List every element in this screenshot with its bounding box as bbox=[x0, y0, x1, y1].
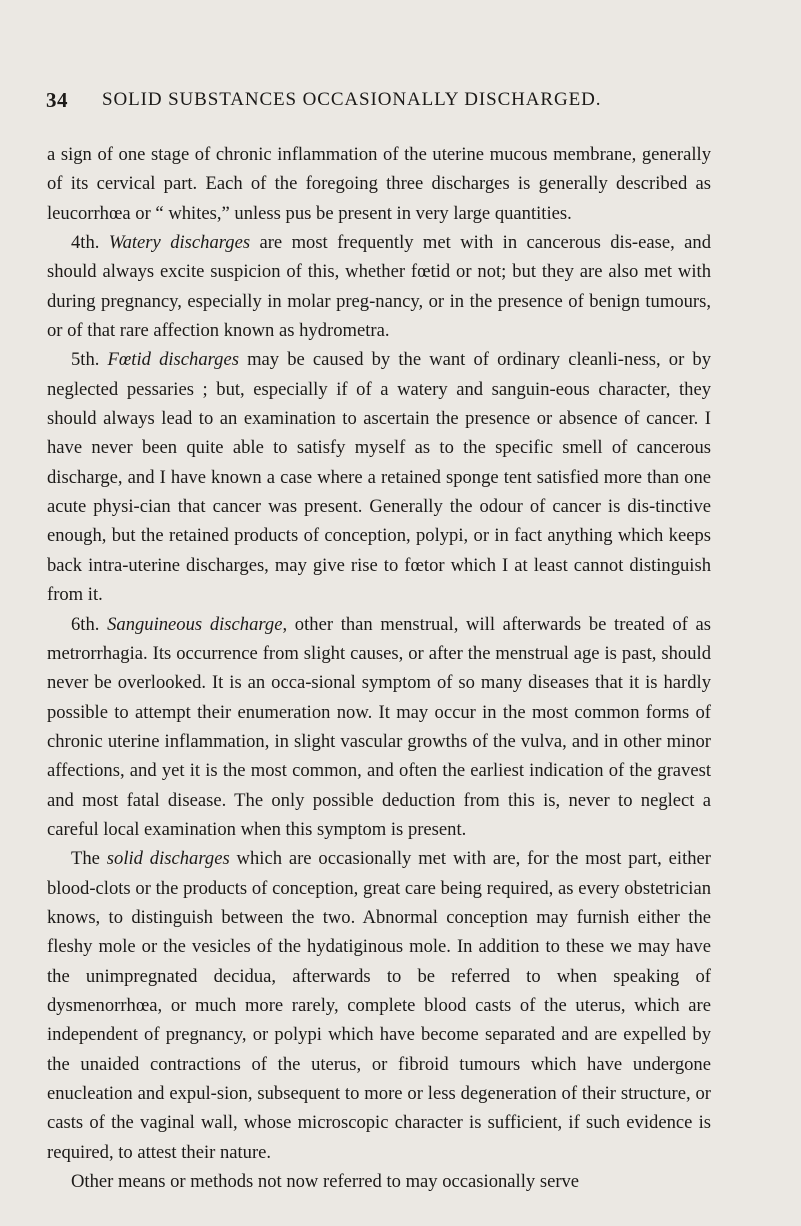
paragraph-foetid-discharges bbox=[47, 345, 711, 609]
paragraph-solid-discharges bbox=[47, 844, 711, 1167]
paragraph-emphasis: Sanguineous discharge bbox=[107, 613, 283, 635]
paragraph-watery-discharges bbox=[47, 228, 711, 345]
page-header bbox=[46, 88, 752, 114]
paragraph-lead: 6th. bbox=[71, 613, 108, 635]
paragraph-text: , other than menstrual, will afterwards be treated of as metrorrhagia. Its occurrence from slight causes, or after the menstrual age is past, should never be overlooked. It is an occa-sional symptom of so many diseases that it is hardly possible to attempt their enumeration now. It may occur in the most common forms of chronic uterine inflammation, in slight vascular growths of the vulva, and in other minor affections, and yet it is the most common, and often the earliest indication of the gravest and most fatal disease. The only possible deduction from this is, never to neglect a careful local examination when this symptom is present. bbox=[47, 613, 711, 840]
paragraph-emphasis: Fœtid discharges bbox=[107, 349, 239, 371]
paragraph-emphasis: Watery discharges bbox=[108, 232, 251, 254]
paragraph-lead: 5th. bbox=[71, 349, 108, 371]
page-number: 34 bbox=[46, 88, 68, 112]
paragraph-lead: 4th. bbox=[71, 232, 109, 254]
running-title: SOLID SUBSTANCES OCCASIONALLY DISCHARGED. bbox=[102, 89, 602, 110]
paragraph-emphasis: solid discharges bbox=[106, 848, 230, 870]
paragraph-continuation bbox=[47, 140, 711, 228]
paragraph-text: a sign of one stage of chronic inflammation of the uterine mucous membrane, generally of its cervical part. Each of the foregoing three discharges is generally described as leucorrhœa or “ whites,” unless pus be present in very large quantities. bbox=[47, 144, 711, 224]
paragraph-text: Other means or methods not now referred to may occasionally serve bbox=[71, 1171, 580, 1193]
paragraph-lead: The bbox=[71, 848, 107, 870]
paragraph-text: may be caused by the want of ordinary cleanli-ness, or by neglected pessaries ; but, especially if of a watery and sanguin-eous character, they should always lead to an examination to ascertain the presence or absence of cancer. I have never been quite able to satisfy myself as to the specific smell of cancerous discharge, and I have known a case where a retained sponge tent satisfied more than one acute physi-cian that cancer was present. Generally the odour of cancer is dis-tinctive enough, but the retained products of conception, polypi, or in fact anything which keeps back intra-uterine discharges, may give rise to fœtor which I at least cannot distinguish from it. bbox=[47, 349, 711, 606]
paragraph-text: which are occasionally met with are, for the most part, either blood-clots or the products of conception, great care being required, as every obstetrician knows, to distinguish between the two. Abnormal conception may furnish either the fleshy mole or the vesicles of the hydatiginous mole. In addition to these we may have the unimpregnated decidua, afterwards to be referred to when speaking of dysmenorrhœa, or much more rarely, complete blood casts of the uterus, which are independent of pregnancy, or polypi which have become separated and are expelled by the unaided contractions of the uterus, or fibroid tumours which have undergone enucleation and expul-sion, subsequent to more or less degeneration of their structure, or casts of the vaginal wall, whose microscopic character is sufficient, if such evidence is required, to attest their nature. bbox=[47, 848, 711, 1163]
body-text bbox=[47, 140, 711, 1196]
paragraph-text: are most frequently met with in cancerous dis-ease, and should always excite suspicion of this, whether fœtid or not; but they are also met with during pregnancy, especially in molar preg-nancy, or in the presence of benign tumours, or of that rare affection known as hydrometra. bbox=[47, 232, 712, 342]
paragraph-other-means bbox=[47, 1167, 711, 1196]
paragraph-sanguineous-discharge bbox=[47, 610, 711, 845]
